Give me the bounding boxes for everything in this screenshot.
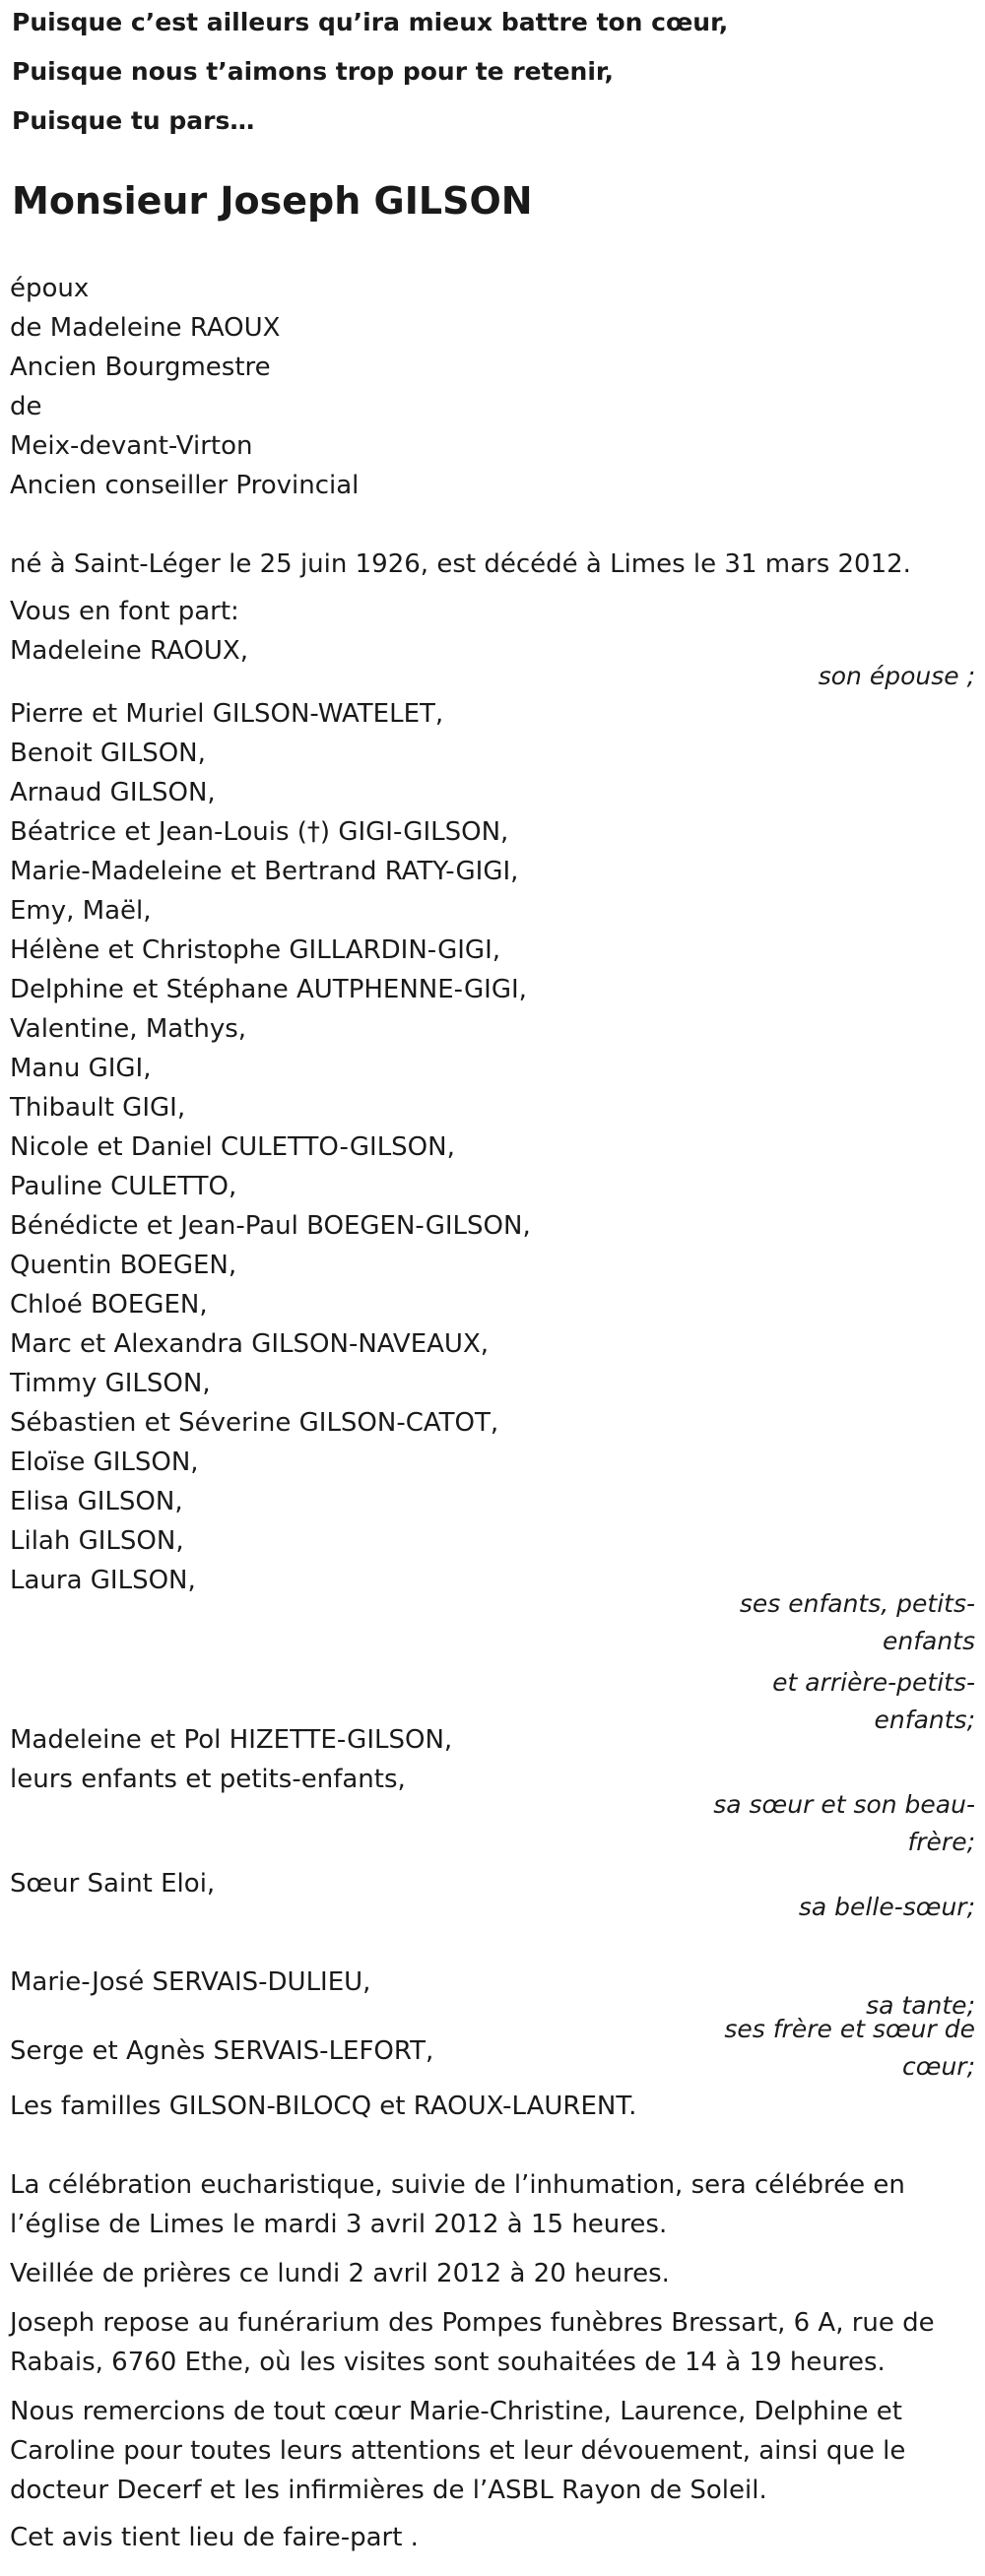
sister-in-law-line: Sœur Saint Eloi, bbox=[10, 1869, 216, 1899]
list-item: Pauline CULETTO, bbox=[10, 1172, 237, 1201]
sister-in-law-relation: sa belle-sœur; bbox=[798, 1893, 975, 1921]
list-item: Bénédicte et Jean-Paul BOEGEN-GILSON, bbox=[10, 1211, 531, 1241]
title-line: Ancien Bourgmestre bbox=[10, 353, 271, 382]
sister-line-2: leurs enfants et petits-enfants, bbox=[10, 1765, 406, 1794]
children-relation-1: ses enfants, petits-enfants bbox=[739, 1589, 975, 1655]
title-line: de bbox=[10, 392, 42, 421]
funeral-home-line-1: Joseph repose au funérarium des Pompes funèbres Bressart, 6 A, rue de bbox=[10, 2308, 935, 2338]
list-item: Timmy GILSON, bbox=[10, 1369, 211, 1398]
funeral-home-line-2: Rabais, 6760 Ethe, où les visites sont souhaitées de 14 à 19 heures. bbox=[10, 2348, 886, 2377]
poem-line-2: Puisque nous t’aimons trop pour te retenir, bbox=[12, 57, 615, 86]
poem-line-3: Puisque tu pars… bbox=[12, 106, 255, 135]
children-relation-2: et arrière-petits-enfants; bbox=[772, 1668, 975, 1734]
list-item: Béatrice et Jean-Louis (†) GIGI-GILSON, bbox=[10, 817, 509, 847]
vigil-line: Veillée de prières ce lundi 2 avril 2012 à 20 heures. bbox=[10, 2259, 670, 2288]
list-item: Valentine, Mathys, bbox=[10, 1014, 247, 1044]
sister-relation: sa sœur et son beau-frère; bbox=[713, 1790, 975, 1856]
thanks-line-3: docteur Decerf et les infirmières de l’ASBL Rayon de Soleil. bbox=[10, 2476, 767, 2505]
list-item: Delphine et Stéphane AUTPHENNE-GIGI, bbox=[10, 975, 527, 1004]
closing-line: Cet avis tient lieu de faire-part . bbox=[10, 2523, 419, 2552]
aunt-line: Marie-José SERVAIS-DULIEU, bbox=[10, 1967, 371, 1997]
list-item: Arnaud GILSON, bbox=[10, 778, 216, 807]
thanks-line-1: Nous remercions de tout cœur Marie-Christine, Laurence, Delphine et bbox=[10, 2397, 902, 2426]
list-item: Lilah GILSON, bbox=[10, 1526, 184, 1556]
list-item: Elisa GILSON, bbox=[10, 1487, 183, 1516]
list-item: Marc et Alexandra GILSON-NAVEAUX, bbox=[10, 1329, 490, 1359]
list-item: Chloé BOEGEN, bbox=[10, 1290, 208, 1320]
heart-siblings-relation: ses frère et sœur de cœur; bbox=[724, 2015, 975, 2081]
list-item: Hélène et Christophe GILLARDIN-GIGI, bbox=[10, 935, 500, 965]
list-item: Laura GILSON, bbox=[10, 1566, 196, 1595]
sister-line-1: Madeleine et Pol HIZETTE-GILSON, bbox=[10, 1725, 453, 1755]
list-item: Benoit GILSON, bbox=[10, 739, 206, 768]
thanks-line-2: Caroline pour toutes leurs attentions et leur dévouement, ainsi que le bbox=[10, 2436, 906, 2466]
deceased-name: Monsieur Joseph GILSON bbox=[12, 179, 533, 223]
list-item: Eloïse GILSON, bbox=[10, 1448, 199, 1477]
list-item: Marie-Madeleine et Bertrand RATY-GIGI, bbox=[10, 857, 519, 886]
intro-line: Vous en font part: bbox=[10, 597, 239, 626]
title-line: Ancien conseiller Provincial bbox=[10, 471, 360, 500]
list-item: Emy, Maël, bbox=[10, 896, 152, 926]
list-item: Manu GIGI, bbox=[10, 1054, 152, 1083]
list-item: Thibault GIGI, bbox=[10, 1093, 186, 1123]
list-item: Nicole et Daniel CULETTO-GILSON, bbox=[10, 1132, 455, 1162]
families-line: Les familles GILSON-BILOCQ et RAOUX-LAURENT. bbox=[10, 2092, 637, 2121]
title-line: de Madeleine RAOUX bbox=[10, 313, 281, 343]
title-line: Meix-devant-Virton bbox=[10, 431, 253, 461]
spouse-relation: son épouse ; bbox=[818, 662, 975, 690]
ceremony-line-2: l’église de Limes le mardi 3 avril 2012 à 15 heures. bbox=[10, 2210, 668, 2239]
list-item: Pierre et Muriel GILSON-WATELET, bbox=[10, 699, 444, 729]
title-line: époux bbox=[10, 274, 90, 303]
ceremony-line-1: La célébration eucharistique, suivie de l’inhumation, sera célébrée en bbox=[10, 2170, 905, 2200]
heart-siblings-line: Serge et Agnès SERVAIS-LEFORT, bbox=[10, 2036, 434, 2066]
poem-line-1: Puisque c’est ailleurs qu’ira mieux battre ton cœur, bbox=[12, 8, 729, 36]
spouse-line: Madeleine RAOUX, bbox=[10, 636, 248, 666]
birth-death-line: né à Saint-Léger le 25 juin 1926, est décédé à Limes le 31 mars 2012. bbox=[10, 549, 911, 579]
aunt-relation: sa tante; bbox=[866, 1991, 975, 2020]
list-item: Sébastien et Séverine GILSON-CATOT, bbox=[10, 1408, 499, 1438]
list-item: Quentin BOEGEN, bbox=[10, 1251, 237, 1280]
